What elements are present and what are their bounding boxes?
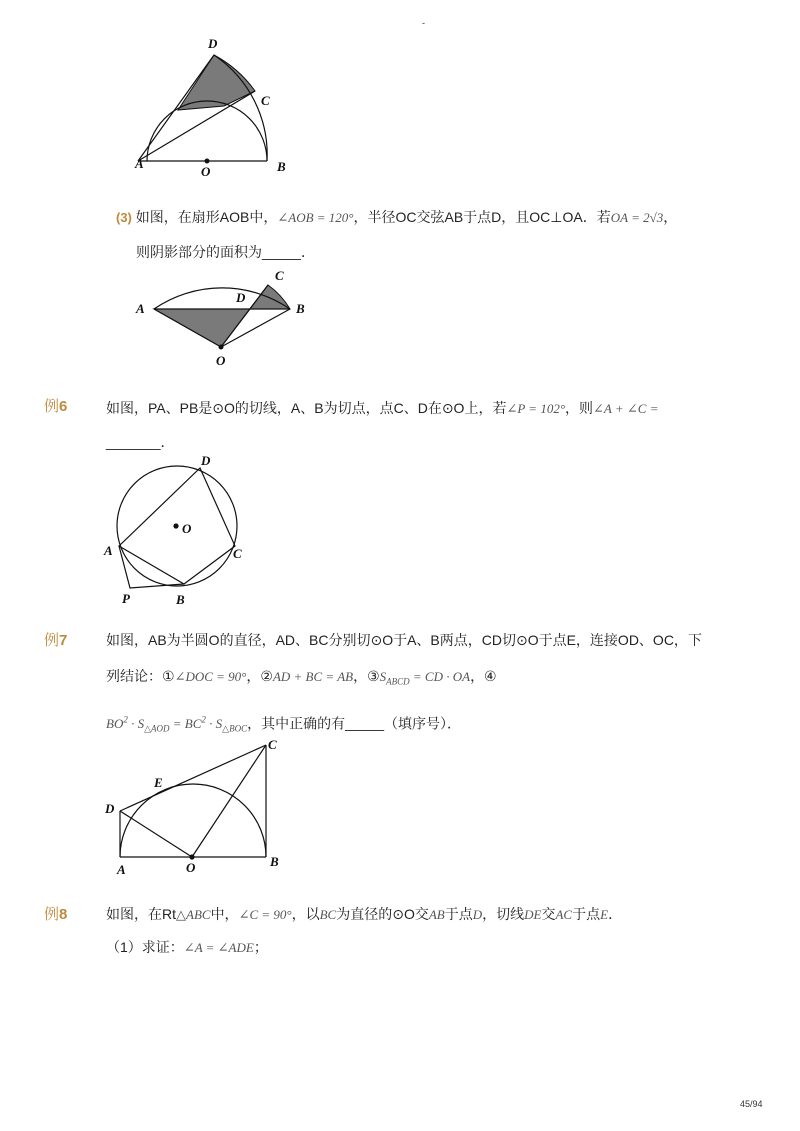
label-B: B <box>277 159 286 174</box>
ex7-math-4-sup2: 2 <box>201 715 206 725</box>
label-B: B <box>270 854 279 869</box>
ex8-text-3: ，以 <box>291 906 320 922</box>
ex8-math-5: D <box>472 907 483 922</box>
ex7-math-3b: = CD · OA <box>409 669 471 684</box>
label-O: O <box>216 353 226 368</box>
ex8-text-8: 于点 <box>572 906 601 922</box>
ex8-sub1-text-1: （1）求证： <box>106 939 184 955</box>
ex6-line1 <box>106 398 659 419</box>
label-D: D <box>105 801 115 816</box>
label-B: B <box>296 301 305 316</box>
ex8-math-7: AC <box>555 907 573 922</box>
label-C: C <box>268 737 277 752</box>
figure-ex6-circle <box>100 450 260 610</box>
q3-label: (3) <box>116 210 132 225</box>
ex8-math-8: E <box>600 907 609 922</box>
q3-text-2: ，半径OC交弦AB于点D，且OC⊥OA．若 <box>353 209 611 225</box>
label-C: C <box>261 93 270 108</box>
top-mark: - <box>422 18 425 28</box>
ex8-math-6: DE <box>524 907 542 922</box>
ex8-math-4: AB <box>428 907 445 922</box>
q3-math-1: ∠AOB = 120° <box>277 210 354 225</box>
label-A: A <box>135 156 144 171</box>
label-C: C <box>275 268 284 283</box>
figure-ex7-semicircle <box>100 735 290 880</box>
ex7-math-4b: · S <box>127 716 145 732</box>
ex7-line1: 如图，AB为半圆O的直径，AD、BC分别切⊙O于A、B两点，CD切⊙O于点E，连接OD、OC，下 <box>106 632 702 648</box>
ex7-math-4c: = BC <box>169 716 202 732</box>
ex8-text-7: 交 <box>541 906 556 922</box>
figure-sector-q3 <box>130 265 320 375</box>
ex8-number: 8 <box>59 906 68 923</box>
label-C: C <box>233 546 242 561</box>
ex7-text-a: 列结论：① <box>106 668 175 684</box>
ex7-math-4a: BO <box>106 716 124 732</box>
q3-end: ． <box>300 244 315 260</box>
q3-answer-blank: _____ <box>262 244 301 260</box>
label-D: D <box>236 290 246 305</box>
ex7-label-text: 例 <box>44 632 60 649</box>
ex8-line1 <box>106 904 622 925</box>
label-E: E <box>154 775 163 790</box>
ex6-number: 6 <box>59 398 68 415</box>
label-D: D <box>201 453 211 468</box>
label-A: A <box>136 301 145 316</box>
ex6-label <box>44 395 67 416</box>
ex7-line2 <box>106 666 497 692</box>
ex7-text-e: ，其中正确的有 <box>247 715 346 732</box>
ex7-math-4-sub2: △BOC <box>222 723 248 734</box>
ex8-math-2: ∠C = 90° <box>238 907 292 922</box>
ex7-math-3-sub: ABCD <box>386 676 410 687</box>
page-number: 45/94 <box>740 1099 763 1109</box>
label-O: O <box>182 521 192 536</box>
label-A: A <box>117 862 126 877</box>
label-D: D <box>208 36 218 51</box>
semicircle-arc <box>147 101 267 161</box>
ex6-math-2: ∠A + ∠C = <box>593 401 659 416</box>
ex8-math-1: △ABC <box>176 907 211 922</box>
ex7-label <box>44 629 67 650</box>
q3-math-2: OA = 2√3 <box>610 210 664 225</box>
q3-text-3: ， <box>663 209 678 225</box>
ex7-math-2: AD + BC = AB <box>272 669 354 684</box>
ex8-text-2: 中， <box>210 906 239 922</box>
ex8-label-text: 例 <box>44 906 60 923</box>
ex8-text-4: 为直径的⊙O交 <box>336 906 429 922</box>
ex6-end: ． <box>160 434 175 450</box>
ex8-text-5: 于点 <box>444 906 473 922</box>
label-O: O <box>201 164 211 179</box>
q3-text-4: 则阴影部分的面积为 <box>136 244 262 260</box>
ex7-text-d: ，④ <box>470 668 497 684</box>
ex6-label-text: 例 <box>44 398 60 415</box>
figure-sector-top <box>120 30 310 180</box>
ex7-text-b: ，② <box>246 668 273 684</box>
label-B: B <box>176 592 185 607</box>
ex7-text-f: （填序号）． <box>384 715 462 732</box>
q3-line1 <box>116 207 677 228</box>
ex7-math-3: S <box>379 669 387 684</box>
ex7-math-4-sub: △AOD <box>144 723 170 734</box>
q3-line2 <box>136 242 315 262</box>
ex7-number: 7 <box>59 632 68 649</box>
label-A: A <box>104 543 113 558</box>
ex6-line2 <box>106 432 175 452</box>
ex7-math-4d: · S <box>205 716 223 732</box>
ex8-math-3: BC <box>319 907 337 922</box>
ex8-text-1: 如图，在Rt <box>106 906 176 922</box>
ex7-math-1: ∠DOC = 90° <box>174 669 247 684</box>
label-P: P <box>122 591 130 606</box>
ex6-text-1: 如图，PA、PB是⊙O的切线，A、B为切点，点C、D在⊙O上，若 <box>106 400 507 416</box>
ex6-text-2: ，则 <box>565 400 594 416</box>
ex8-sub1 <box>106 937 268 958</box>
ex8-text-6: ，切线 <box>482 906 525 922</box>
ex8-label <box>44 903 67 924</box>
ex7-text-c: ，③ <box>353 668 380 684</box>
ex6-answer-blank: _______ <box>106 434 161 450</box>
label-O: O <box>186 860 196 875</box>
ex6-math-1: ∠P = 102° <box>506 401 566 416</box>
ex7-math-4-sup: 2 <box>123 715 128 725</box>
q3-text-1: 如图，在扇形AOB中， <box>135 209 278 225</box>
ex8-sub1-math: ∠A = ∠ADE <box>183 940 254 955</box>
ex8-sub1-text-2: ； <box>253 939 268 955</box>
ex8-text-9: ． <box>608 906 623 922</box>
ex7-answer-blank: _____ <box>345 715 385 732</box>
